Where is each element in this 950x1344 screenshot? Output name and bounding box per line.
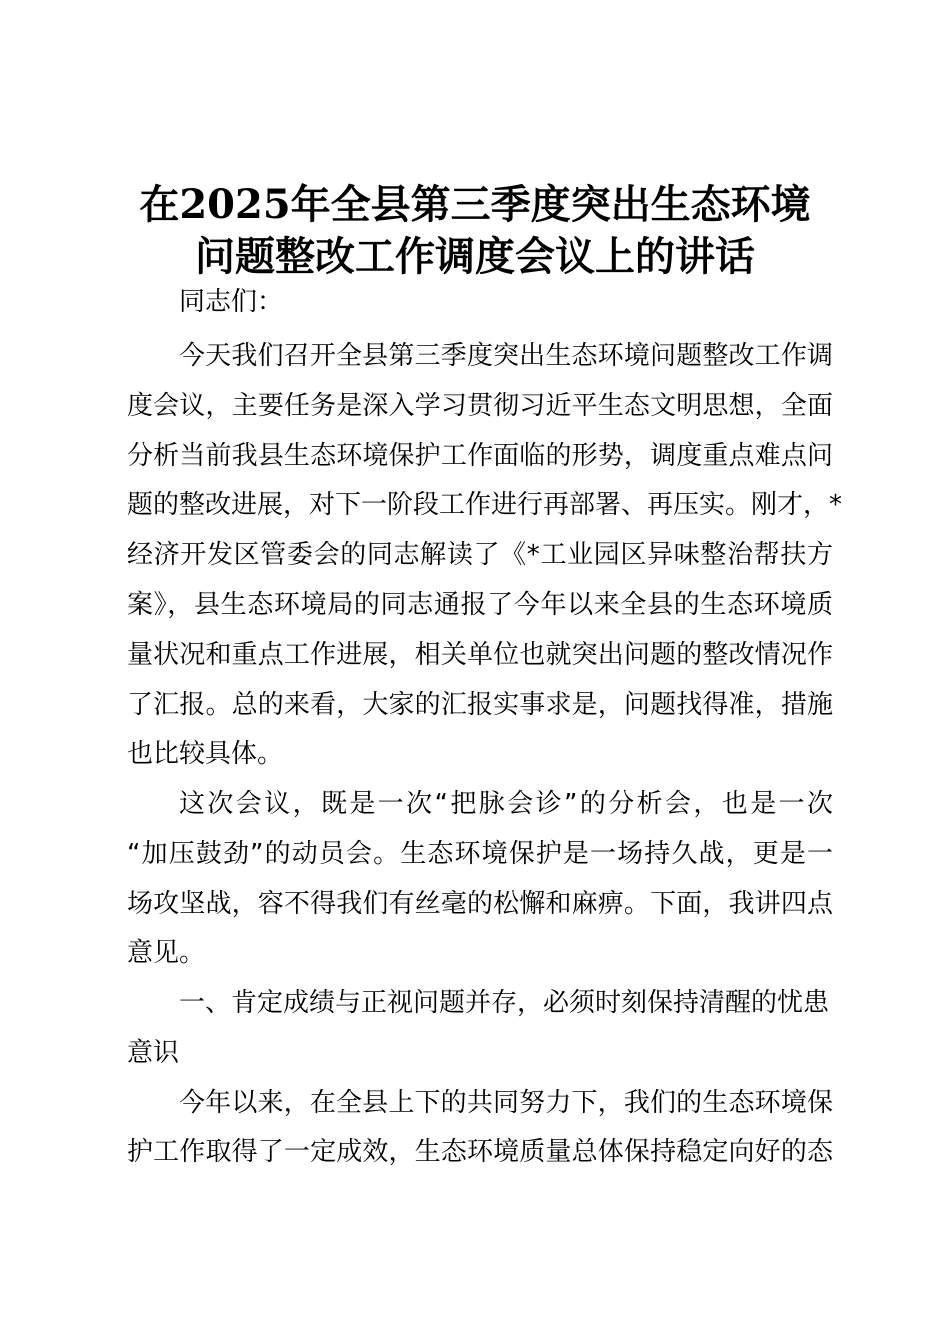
section-heading-line: 一、肯定成绩与正视问题并存，必须时刻保持清醒的忧患: [179, 988, 830, 1018]
paragraph-1-line: 经济开发区管委会的同志解读了《*工业园区异味整治帮扶方: [127, 540, 833, 570]
title-line-2: 问题整改工作调度会议上的讲话: [195, 233, 755, 280]
paragraph-1-line: 了汇报。总的来看，大家的汇报实事求是，问题找得准，措施: [127, 690, 833, 720]
paragraph-2-line: 这次会议，既是一次“把脉会诊”的分析会，也是一次: [179, 789, 833, 819]
paragraph-1-line: 题的整改进展，对下一阶段工作进行再部署、再压实。刚才，*: [127, 490, 843, 520]
paragraph-2-line: “加压鼓劲”的动员会。生态环境保护是一场持久战，更是一: [127, 839, 833, 869]
paragraph-1-line: 也比较具体。: [127, 739, 284, 769]
section-heading-line: 意识: [127, 1038, 180, 1068]
salutation: 同志们：: [179, 287, 284, 317]
paragraph-1-line: 今天我们召开全县第三季度突出生态环境问题整改工作调: [179, 341, 833, 371]
paragraph-1-line: 分析当前我县生态环境保护工作面临的形势，调度重点难点问: [127, 441, 833, 471]
title-line-1: 在2025年全县第三季度突出生态环境: [139, 181, 811, 228]
paragraph-2-line: 意见。: [127, 938, 206, 968]
paragraph-1-line: 量状况和重点工作进展，相关单位也就突出问题的整改情况作: [127, 640, 833, 670]
paragraph-2-line: 场攻坚战，容不得我们有丝毫的松懈和麻痹。下面，我讲四点: [127, 889, 833, 919]
paragraph-1-line: 度会议，主要任务是深入学习贯彻习近平生态文明思想，全面: [127, 391, 833, 421]
paragraph-3-line: 护工作取得了一定成效，生态环境质量总体保持稳定向好的态: [127, 1137, 833, 1167]
paragraph-1-line: 案》，县生态环境局的同志通报了今年以来全县的生态环境质: [127, 590, 833, 620]
paragraph-3-line: 今年以来，在全县上下的共同努力下，我们的生态环境保: [179, 1088, 833, 1118]
